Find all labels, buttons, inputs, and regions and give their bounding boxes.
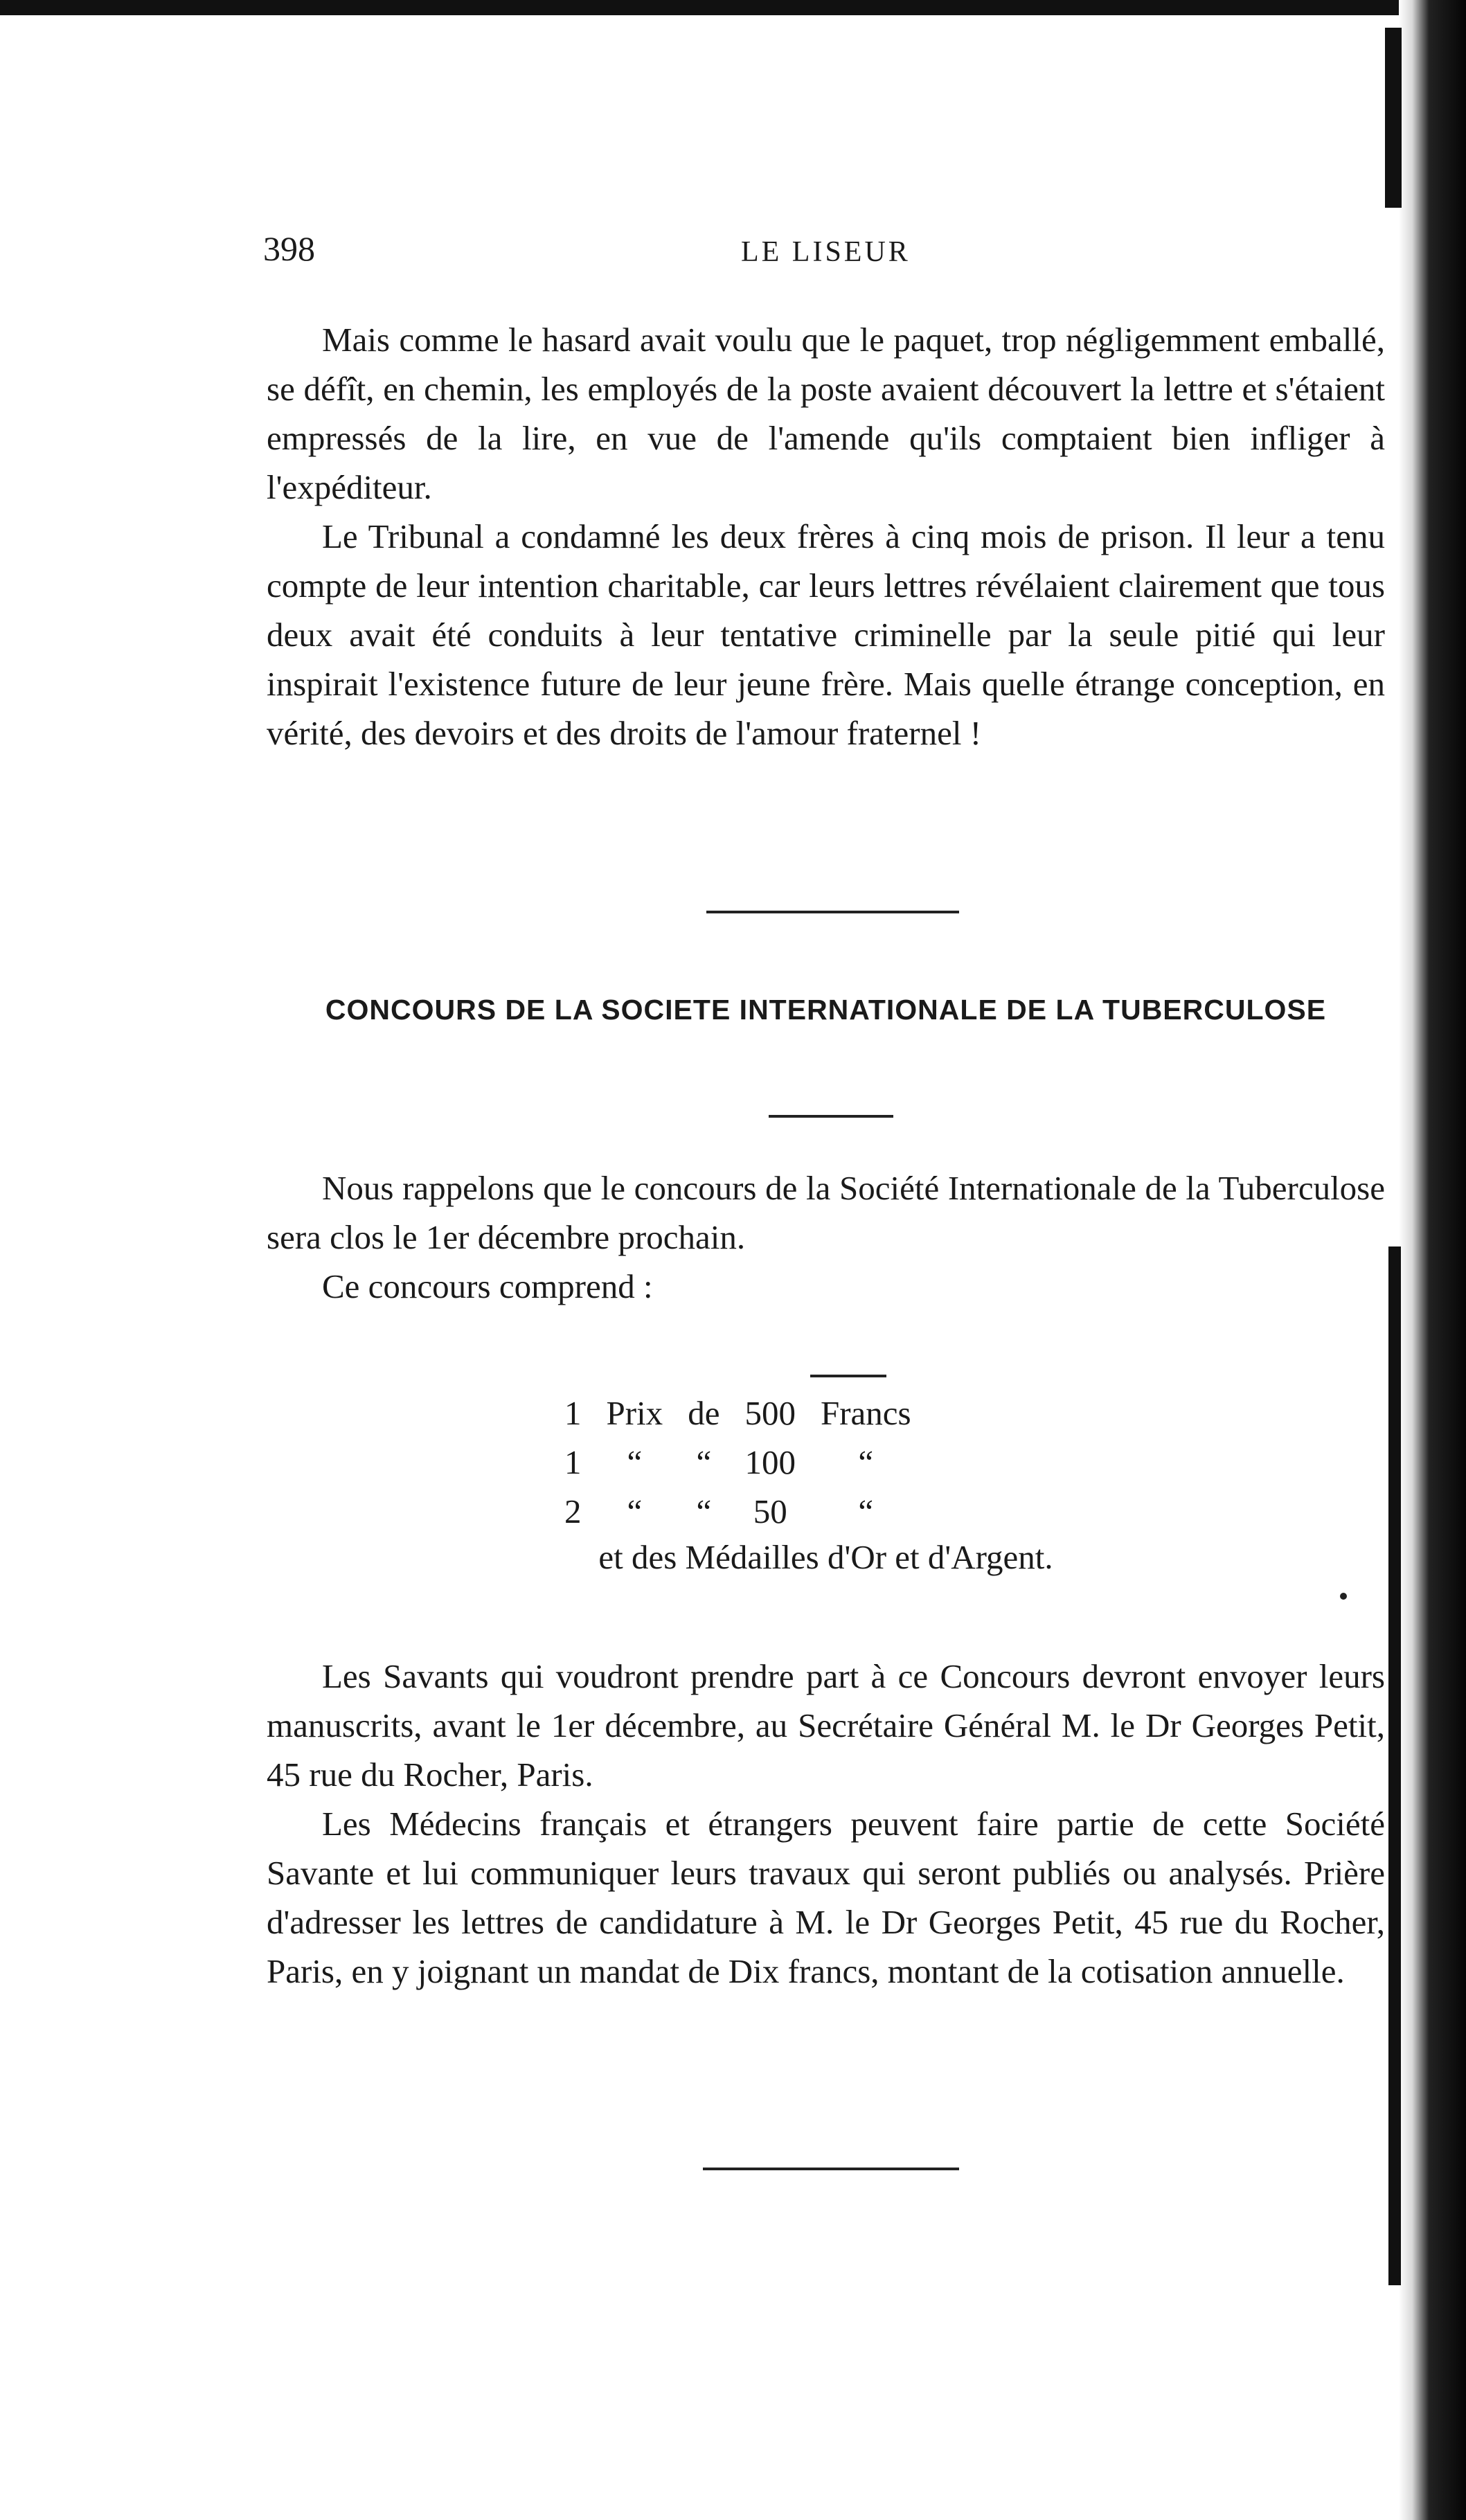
prize-unit: “ <box>858 1492 874 1530</box>
page-top-border <box>0 0 1466 15</box>
announcement-paragraph: Ce concours comprend : <box>322 1267 653 1305</box>
page-right-edge-shadow <box>1399 0 1466 2520</box>
instructions-paragraph: Les Savants qui voudront prendre part à ce Concours devront envoyer leurs manuscrits, avant le 1er décembre, au Secrétaire Général M. le Dr Georges Petit, 45 rue du Rocher, Paris. <box>267 1657 1385 1794</box>
prize-amount: 100 <box>744 1443 796 1481</box>
prize-word: Prix <box>606 1394 663 1432</box>
prize-word: “ <box>696 1443 712 1481</box>
page-number: 398 <box>263 229 315 268</box>
intro-text <box>267 315 1385 758</box>
prize-row <box>564 1388 924 1438</box>
section-divider <box>706 911 959 913</box>
page-edge-mark <box>1388 1246 1401 2285</box>
prize-row <box>564 1487 924 1536</box>
announcement-paragraph: Nous rappelons que le concours de la Société Internationale de la Tuberculose sera clos le 1er décembre prochain. <box>267 1169 1385 1256</box>
prize-amount: 50 <box>753 1492 787 1530</box>
prize-unit: Francs <box>820 1394 911 1432</box>
prize-amount: 500 <box>744 1394 796 1432</box>
end-divider <box>703 2168 959 2170</box>
prize-row <box>564 1438 924 1487</box>
prize-quantity: 2 <box>564 1492 582 1530</box>
prize-unit: “ <box>858 1443 874 1481</box>
prize-quantity: 1 <box>564 1394 582 1432</box>
prize-word: de <box>688 1394 720 1432</box>
prize-list <box>564 1388 924 1536</box>
prize-quantity: 1 <box>564 1443 582 1481</box>
announcement-text <box>267 1163 1385 1311</box>
prize-word: “ <box>627 1492 643 1530</box>
prizes-divider <box>810 1375 886 1377</box>
prize-word: “ <box>696 1492 712 1530</box>
title-underline <box>769 1115 893 1118</box>
intro-paragraph: Le Tribunal a condamné les deux frères à cinq mois de prison. Il leur a tenu compte de leur intention charitable, car leurs lettres révélaient clairement que tous deux avait été conduits à leur tentative criminelle par la seule pitié qui leur inspirait l'existence future de leur jeune frère. Mais quelle étrange conception, en vérité, des devoirs et des droits de l'amour fraternel ! <box>267 517 1385 752</box>
ink-speck <box>1340 1593 1347 1600</box>
page-edge-mark <box>1385 28 1402 208</box>
section-title: CONCOURS DE LA SOCIETE INTERNATIONALE DE LA TUBERCULOSE <box>325 994 1327 1026</box>
page-header <box>263 229 1385 284</box>
instructions-paragraph: Les Médecins français et étrangers peuvent faire partie de cette Société Savante et lui communiquer leurs travaux qui seront publiés ou analysés. Prière d'adresser les lettres de candidature à M. le Dr Georges Petit, 45 rue du Rocher, Paris, en y joignant un mandat de Dix francs, montant de la cotisation annuelle. <box>267 1805 1385 1990</box>
intro-paragraph: Mais comme le hasard avait voulu que le paquet, trop négligemment emballé, se défît, en chemin, les employés de la poste avaient découvert la lettre et s'étaient empressés de la lire, en vue de l'amende qu'ils comptaient bien infliger à l'expéditeur. <box>267 321 1385 506</box>
prize-word: “ <box>627 1443 643 1481</box>
prizes-closing: et des Médailles d'Or et d'Argent. <box>598 1538 1053 1576</box>
running-title: LE LISEUR <box>741 236 911 268</box>
instructions-text <box>267 1652 1385 1996</box>
